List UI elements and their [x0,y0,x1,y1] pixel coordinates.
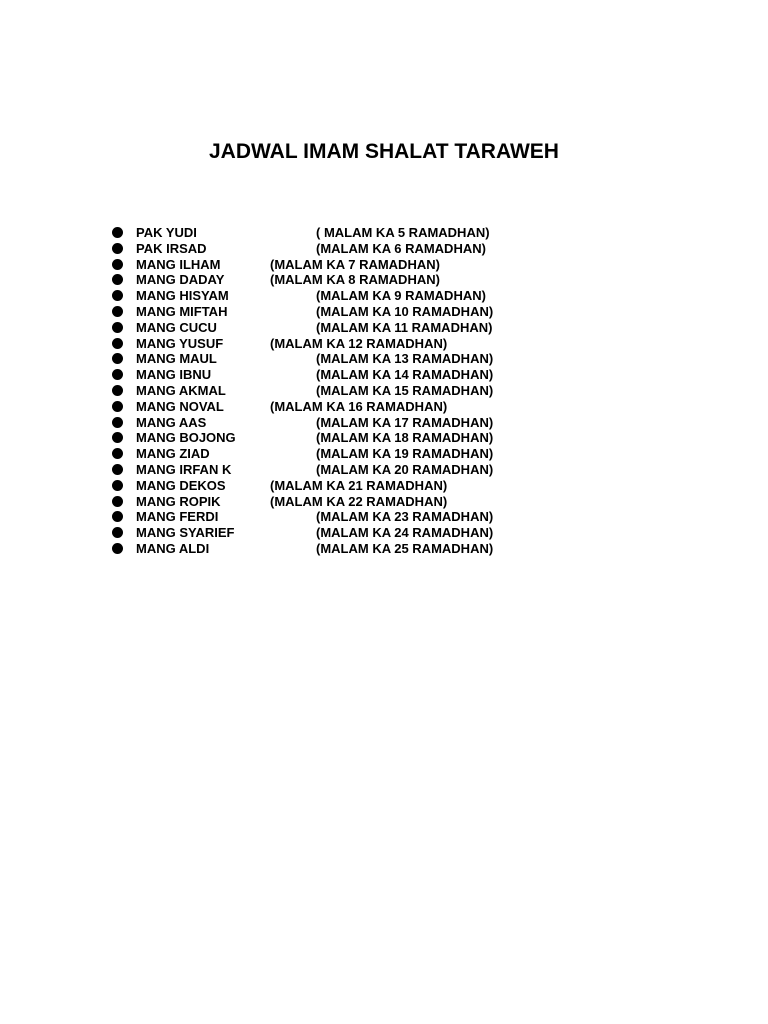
ramadhan-night: (MALAM KA 10 RAMADHAN) [316,303,494,319]
ramadhan-night: (MALAM KA 8 RAMADHAN) [270,272,440,288]
ramadhan-night: (MALAM KA 24 RAMADHAN) [316,525,494,541]
imam-name: MANG BOJONG [136,430,236,446]
ramadhan-night: (MALAM KA 22 RAMADHAN) [270,493,448,509]
ramadhan-night: (MALAM KA 18 RAMADHAN) [316,430,494,446]
imam-name: MANG HISYAM [136,288,229,304]
bullet-icon [112,322,123,333]
ramadhan-night: ( MALAM KA 5 RAMADHAN) [316,225,490,240]
imam-name: MANG DEKOS [136,477,226,493]
bullet-icon [112,527,123,538]
imam-name: MANG CUCU [136,319,217,335]
imam-name: MANG FERDI [136,509,219,525]
ramadhan-night: (MALAM KA 16 RAMADHAN) [270,398,448,414]
ramadhan-night: (MALAM KA 20 RAMADHAN) [316,461,494,477]
bullet-icon [112,432,123,443]
bullet-icon [112,417,123,428]
imam-name: MANG AAS [136,414,207,430]
bullet-icon [112,338,123,349]
ramadhan-night: (MALAM KA 14 RAMADHAN) [316,367,494,383]
imam-name: MANG DADAY [136,272,225,288]
ramadhan-night: (MALAM KA 15 RAMADHAN) [316,382,494,398]
ramadhan-night: (MALAM KA 11 RAMADHAN) [316,319,493,335]
bullet-icon [112,353,123,364]
imam-name: PAK YUDI [136,225,197,240]
bullet-icon [112,290,123,301]
ramadhan-night: (MALAM KA 19 RAMADHAN) [316,446,494,462]
bullet-icon [112,274,123,285]
bullet-icon [112,496,123,507]
bullet-icon [112,401,123,412]
imam-name: MANG ZIAD [136,446,210,462]
bullet-icon [112,464,123,475]
imam-name: MANG AKMAL [136,382,226,398]
ramadhan-night: (MALAM KA 21 RAMADHAN) [270,477,448,493]
imam-name: MANG MAUL [136,351,217,367]
bullet-icon [112,369,123,380]
ramadhan-night: (MALAM KA 12 RAMADHAN) [270,335,448,351]
imam-name: PAK IRSAD [136,240,207,256]
imam-name: MANG MIFTAH [136,303,228,319]
ramadhan-night: (MALAM KA 13 RAMADHAN) [316,351,494,367]
imam-name: MANG NOVAL [136,398,224,414]
bullet-icon [112,511,123,522]
imam-name: MANG YUSUF [136,335,224,351]
ramadhan-night: (MALAM KA 25 RAMADHAN) [316,540,494,556]
imam-name: MANG IRFAN K [136,461,232,477]
ramadhan-night: (MALAM KA 9 RAMADHAN) [316,288,486,304]
bullet-icon [112,259,123,270]
imam-name: MANG SYARIEF [136,525,235,541]
bullet-icon [112,385,123,396]
ramadhan-night: (MALAM KA 7 RAMADHAN) [270,256,440,272]
bullet-icon [112,243,123,254]
imam-name: MANG ALDI [136,540,210,556]
bullet-icon [112,227,123,238]
bullet-icon [112,543,123,554]
ramadhan-night: (MALAM KA 6 RAMADHAN) [316,240,486,256]
ramadhan-night: (MALAM KA 17 RAMADHAN) [316,414,494,430]
imam-name: MANG IBNU [136,367,212,383]
imam-name: MANG ILHAM [136,256,221,272]
ramadhan-night: (MALAM KA 23 RAMADHAN) [316,509,494,525]
document-title: JADWAL IMAM SHALAT TARAWEH [209,140,559,163]
bullet-icon [112,448,123,459]
bullet-icon [112,306,123,317]
imam-name: MANG ROPIK [136,493,221,509]
bullet-icon [112,480,123,491]
